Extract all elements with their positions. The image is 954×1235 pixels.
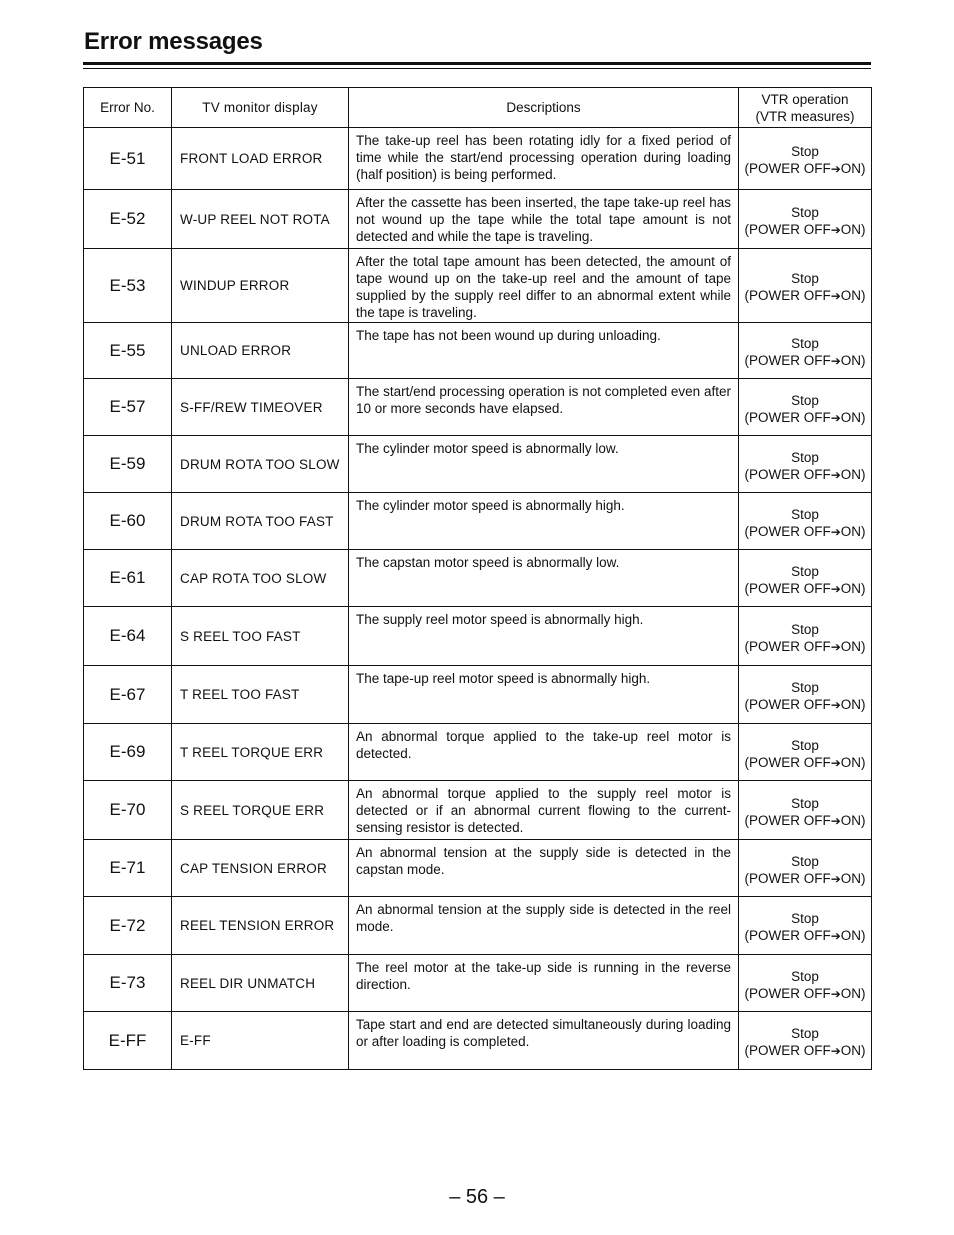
power-off-label: (POWER OFF <box>744 466 831 482</box>
vtr-operation <box>739 666 872 724</box>
header-error-no: Error No. <box>84 88 172 128</box>
title-rule-thin <box>83 68 871 69</box>
power-on-label: ON) <box>840 812 866 828</box>
vtr-operation-stop: Stop <box>791 506 819 522</box>
error-description: An abnormal tension at the supply side is detected in the capstan mode. <box>349 840 739 897</box>
power-off-label: (POWER OFF <box>744 638 831 654</box>
power-on-label: ON) <box>840 580 866 596</box>
vtr-operation <box>739 955 872 1012</box>
error-description: The cylinder motor speed is abnormally low. <box>349 436 739 493</box>
power-off-label: (POWER OFF <box>744 1043 831 1058</box>
right-arrow-icon: ➔ <box>830 871 841 886</box>
vtr-operation <box>739 724 872 781</box>
power-on-label: ON) <box>840 466 866 482</box>
tv-monitor-display: T REEL TORQUE ERR <box>172 724 349 781</box>
error-code: E-69 <box>84 724 172 781</box>
table-row <box>84 493 872 550</box>
right-arrow-icon: ➔ <box>830 1044 841 1058</box>
error-code: E-57 <box>84 379 172 436</box>
vtr-operation-stop: Stop <box>791 392 819 408</box>
right-arrow-icon: ➔ <box>830 354 841 368</box>
error-description: The tape-up reel motor speed is abnormally high. <box>349 666 739 724</box>
error-description: The cylinder motor speed is abnormally high. <box>349 493 739 550</box>
tv-monitor-display: S-FF/REW TIMEOVER <box>172 379 349 436</box>
error-description: The tape has not been wound up during unloading. <box>349 323 739 379</box>
power-on-label: ON) <box>840 697 866 712</box>
tv-monitor-display: T REEL TOO FAST <box>172 666 349 724</box>
power-off-label: (POWER OFF <box>744 928 831 943</box>
error-description: The reel motor at the take-up side is running in the reverse direction. <box>349 955 739 1012</box>
error-code: E-64 <box>84 607 172 666</box>
table-row <box>84 128 872 190</box>
tv-monitor-display: W-UP REEL NOT ROTA <box>172 190 349 249</box>
vtr-operation <box>739 436 872 493</box>
power-on-label: ON) <box>840 1043 866 1058</box>
tv-monitor-display: E-FF <box>172 1012 349 1070</box>
error-description: Tape start and end are detected simultaneously during loading or after loading is completed. <box>349 1012 739 1070</box>
vtr-operation-power <box>739 812 871 830</box>
power-off-label: (POWER OFF <box>744 870 831 886</box>
right-arrow-icon: ➔ <box>830 929 841 943</box>
table-row <box>84 897 872 955</box>
table-row <box>84 724 872 781</box>
vtr-operation-power <box>739 638 871 656</box>
vtr-operation-power <box>739 287 871 305</box>
right-arrow-icon: ➔ <box>830 410 841 425</box>
vtr-operation <box>739 781 872 840</box>
vtr-operation <box>739 379 872 436</box>
table-row <box>84 955 872 1012</box>
error-rows <box>84 128 872 1070</box>
right-arrow-icon: ➔ <box>830 986 841 1001</box>
tv-monitor-display: UNLOAD ERROR <box>172 323 349 379</box>
vtr-operation-power <box>739 870 871 888</box>
table-row <box>84 607 872 666</box>
table-row <box>84 781 872 840</box>
right-arrow-icon: ➔ <box>830 162 841 176</box>
table-row <box>84 1012 872 1070</box>
vtr-operation <box>739 323 872 379</box>
error-code: E-70 <box>84 781 172 840</box>
vtr-operation <box>739 249 872 323</box>
vtr-operation-power <box>739 466 871 484</box>
tv-monitor-display: REEL TENSION ERROR <box>172 897 349 955</box>
power-off-label: (POWER OFF <box>744 697 831 712</box>
power-off-label: (POWER OFF <box>744 985 831 1001</box>
power-off-label: (POWER OFF <box>744 523 831 539</box>
header-vtr-operation <box>739 88 872 128</box>
header-tv-monitor-display: TV monitor display <box>172 88 349 128</box>
vtr-operation-stop: Stop <box>791 144 819 159</box>
error-code: E-59 <box>84 436 172 493</box>
page-number: – 56 – <box>449 1186 505 1208</box>
table-header-row <box>84 88 872 128</box>
error-code: E-53 <box>84 249 172 323</box>
header-vtr-operation-line2: (VTR measures) <box>755 108 855 124</box>
tv-monitor-display: WINDUP ERROR <box>172 249 349 323</box>
vtr-operation-stop: Stop <box>791 680 819 695</box>
tv-monitor-display: S REEL TORQUE ERR <box>172 781 349 840</box>
tv-monitor-display: DRUM ROTA TOO FAST <box>172 493 349 550</box>
error-description: The capstan motor speed is abnormally low. <box>349 550 739 607</box>
vtr-operation <box>739 190 872 249</box>
error-code: E-72 <box>84 897 172 955</box>
power-on-label: ON) <box>840 221 866 237</box>
vtr-operation <box>739 550 872 607</box>
error-description: The take-up reel has been rotating idly for a fixed period of time while the start/end processing operation during loading (half position) is being performed. <box>349 128 739 190</box>
vtr-operation-power <box>739 409 871 427</box>
error-code: E-71 <box>84 840 172 897</box>
error-code: E-60 <box>84 493 172 550</box>
table-row <box>84 379 872 436</box>
vtr-operation-power <box>739 754 871 772</box>
vtr-operation-stop: Stop <box>791 911 819 926</box>
power-on-label: ON) <box>840 928 866 943</box>
vtr-operation <box>739 897 872 955</box>
right-arrow-icon: ➔ <box>830 639 841 654</box>
vtr-operation <box>739 128 872 190</box>
table-row <box>84 840 872 897</box>
vtr-operation-stop: Stop <box>791 1026 819 1041</box>
vtr-operation-stop: Stop <box>791 204 819 220</box>
vtr-operation <box>739 840 872 897</box>
vtr-operation <box>739 1012 872 1070</box>
vtr-operation-power <box>739 160 871 178</box>
error-code: E-61 <box>84 550 172 607</box>
vtr-operation <box>739 607 872 666</box>
right-arrow-icon: ➔ <box>830 222 841 237</box>
right-arrow-icon: ➔ <box>830 698 841 712</box>
table-row <box>84 190 872 249</box>
right-arrow-icon: ➔ <box>830 755 841 770</box>
power-on-label: ON) <box>840 409 866 425</box>
vtr-operation-stop: Stop <box>791 271 819 286</box>
tv-monitor-display: CAP ROTA TOO SLOW <box>172 550 349 607</box>
vtr-operation-power <box>739 1042 871 1060</box>
tv-monitor-display: CAP TENSION ERROR <box>172 840 349 897</box>
vtr-operation-stop: Stop <box>791 563 819 579</box>
power-on-label: ON) <box>840 353 866 368</box>
vtr-operation-power <box>739 985 871 1003</box>
error-description: After the cassette has been inserted, the tape take-up reel has not wound up the tape while the total tape amount is not detected and while the tape is traveling. <box>349 190 739 249</box>
page-title: Error messages <box>84 28 263 55</box>
power-on-label: ON) <box>840 523 866 539</box>
right-arrow-icon: ➔ <box>830 467 841 482</box>
error-description: An abnormal torque applied to the supply reel motor is detected or if an abnormal current flowing to the current-sensing resistor is detected. <box>349 781 739 840</box>
power-on-label: ON) <box>840 754 866 770</box>
error-code: E-73 <box>84 955 172 1012</box>
right-arrow-icon: ➔ <box>830 581 841 596</box>
power-off-label: (POWER OFF <box>744 754 831 770</box>
table-row <box>84 666 872 724</box>
error-code: E-67 <box>84 666 172 724</box>
error-description: An abnormal tension at the supply side is detected in the reel mode. <box>349 897 739 955</box>
tv-monitor-display: S REEL TOO FAST <box>172 607 349 666</box>
header-vtr-operation-line1: VTR operation <box>761 91 849 107</box>
vtr-operation-stop: Stop <box>791 737 819 753</box>
power-on-label: ON) <box>840 161 866 176</box>
power-on-label: ON) <box>840 288 866 303</box>
vtr-operation-stop: Stop <box>791 795 819 811</box>
tv-monitor-display: FRONT LOAD ERROR <box>172 128 349 190</box>
power-off-label: (POWER OFF <box>744 353 831 368</box>
vtr-operation-stop: Stop <box>791 449 819 465</box>
power-off-label: (POWER OFF <box>744 221 831 237</box>
table-row <box>84 249 872 323</box>
power-off-label: (POWER OFF <box>744 409 831 425</box>
error-description: The supply reel motor speed is abnormally high. <box>349 607 739 666</box>
power-on-label: ON) <box>840 985 866 1001</box>
vtr-operation-power <box>739 927 871 945</box>
vtr-operation-stop: Stop <box>791 968 819 984</box>
table-row <box>84 323 872 379</box>
vtr-operation-power <box>739 696 871 714</box>
table-row <box>84 550 872 607</box>
error-description: The start/end processing operation is not completed even after 10 or more seconds have elapsed. <box>349 379 739 436</box>
error-code: E-55 <box>84 323 172 379</box>
power-off-label: (POWER OFF <box>744 812 831 828</box>
vtr-operation-power <box>739 580 871 598</box>
tv-monitor-display: REEL DIR UNMATCH <box>172 955 349 1012</box>
vtr-operation-stop: Stop <box>791 621 819 637</box>
power-off-label: (POWER OFF <box>744 288 831 303</box>
vtr-operation-stop: Stop <box>791 853 819 869</box>
title-rule-thick <box>83 62 871 65</box>
table-row <box>84 436 872 493</box>
error-code: E-51 <box>84 128 172 190</box>
right-arrow-icon: ➔ <box>830 524 841 539</box>
vtr-operation <box>739 493 872 550</box>
tv-monitor-display: DRUM ROTA TOO SLOW <box>172 436 349 493</box>
error-description: After the total tape amount has been detected, the amount of tape wound up on the take-up reel and the amount of tape supplied by the supply reel differ to an abnormal extent while the tape is traveling. <box>349 249 739 323</box>
error-messages-table <box>83 87 872 1070</box>
right-arrow-icon: ➔ <box>830 289 841 303</box>
header-descriptions: Descriptions <box>349 88 739 128</box>
power-on-label: ON) <box>840 870 866 886</box>
vtr-operation-power <box>739 352 871 370</box>
power-on-label: ON) <box>840 638 866 654</box>
error-description: An abnormal torque applied to the take-up reel motor is detected. <box>349 724 739 781</box>
power-off-label: (POWER OFF <box>744 580 831 596</box>
vtr-operation-power <box>739 523 871 541</box>
error-code: E-52 <box>84 190 172 249</box>
error-code: E-FF <box>84 1012 172 1070</box>
vtr-operation-stop: Stop <box>791 336 819 351</box>
right-arrow-icon: ➔ <box>830 813 841 828</box>
power-off-label: (POWER OFF <box>744 161 831 176</box>
vtr-operation-power <box>739 221 871 239</box>
